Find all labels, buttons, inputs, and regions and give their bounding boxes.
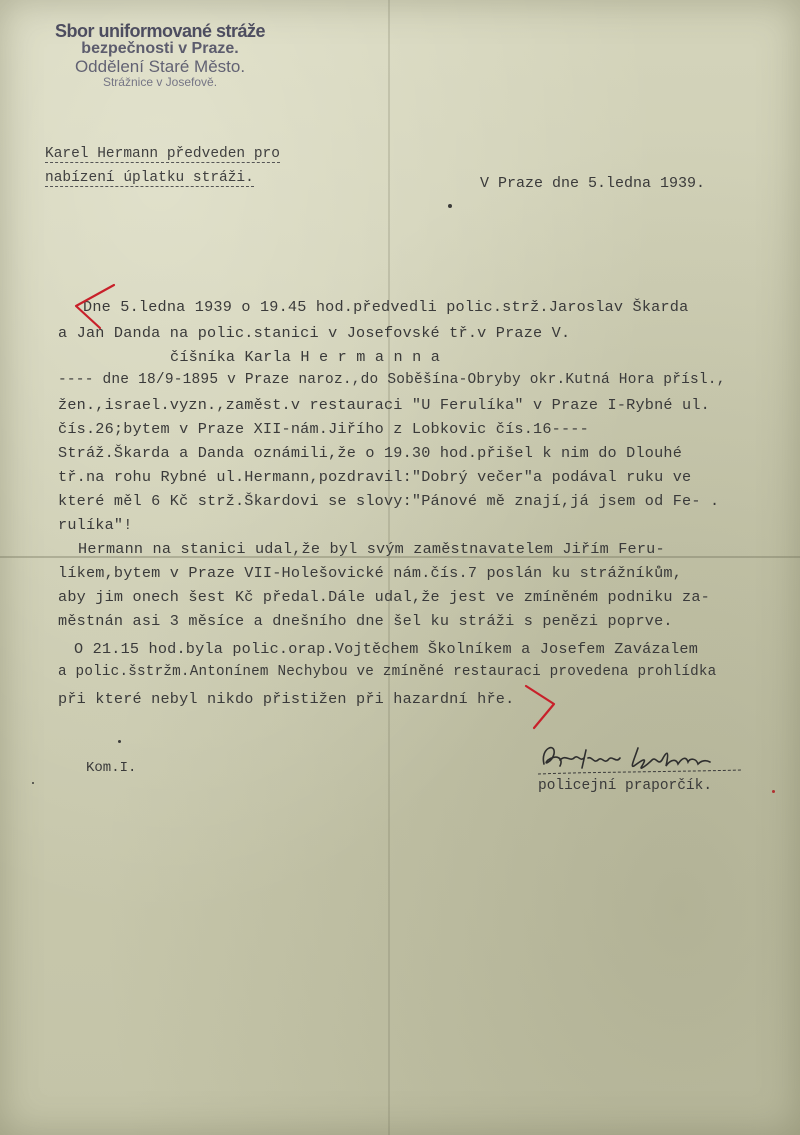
body-line: Stráž.Škarda a Danda oznámili,že o 19.30 hod.přišel k nim do Dlouhé [58,444,683,462]
paper-speck [772,790,775,793]
subject-line [45,146,280,162]
body-line: Hermann na stanici udal,že byl svým zaměstnavatelem Jiřím Feru- [78,540,665,558]
paper-speck [448,204,452,208]
subject-line [45,170,254,186]
body-line: a polic.šstržm.Antonínem Nechybou ve zmíněné restauraci provedena prohlídka [58,664,717,680]
reference-code: Kom.I. [86,760,137,776]
body-line: a Jan Danda na polic.stanici v Josefovské tř.v Praze V. [58,324,571,342]
body-line: čís.26;bytem v Praze XII-nám.Jiřího z Lobkovic čís.16---- [58,420,589,438]
handwritten-signature [530,738,750,780]
subject-text: nabízení úplatku stráži. [45,170,254,186]
body-line: městnán asi 3 měsíce a dnešního dne šel ku stráži s penězi poprve. [58,612,673,630]
body-line: číšníka Karla H e r m a n n a [170,348,441,366]
stamp-line: Strážnice v Josefově. [102,74,218,89]
stamp-line: Oddělení Staré Město. [74,56,246,76]
stamp-line: Sbor uniformované stráže [54,21,266,41]
red-pencil-mark-open [70,282,118,332]
body-line: při které nebyl nikdo přistižen při hazardní hře. [58,690,515,708]
red-pencil-mark-close [520,682,560,732]
body-line: ---- dne 18/9-1895 v Praze naroz.,do Soběšína-Obryby okr.Kutná Hora přísl., [58,372,726,388]
body-line: Dne 5.ledna 1939 o 19.45 hod.předvedli polic.strž.Jaroslav Škarda [83,298,689,316]
paper-speck [32,782,34,784]
paper-speck [118,740,121,743]
body-line: žen.,israel.vyzn.,zaměst.v restauraci "U Ferulíka" v Praze I-Rybné ul. [58,396,710,414]
body-line: O 21.15 hod.byla polic.orap.Vojtěchem Školníkem a Josefem Zavázalem [74,640,699,658]
body-line: tř.na rohu Rybné ul.Hermann,pozdravil:"Dobrý večer"a podával ruku ve [58,468,692,486]
document-date: V Praze dne 5.ledna 1939. [480,175,706,192]
body-line: aby jim onech šest Kč předal.Dále udal,že jest ve zmíněném podniku za- [58,588,710,606]
stamp-line: bezpečnosti v Praze. [81,39,239,57]
office-stamp [40,22,280,88]
body-line: líkem,bytem v Praze VII-Holešovické nám.čís.7 poslán ku strážníkům, [58,564,683,582]
subject-text: Karel Hermann předveden pro [45,146,280,162]
body-line: které měl 6 Kč strž.Škardovi se slovy:"Pánové mě znají,já jsem od Fe- . [58,492,720,510]
signatory-rank: policejní praporčík. [538,778,713,794]
body-line: rulíka"! [58,516,133,534]
